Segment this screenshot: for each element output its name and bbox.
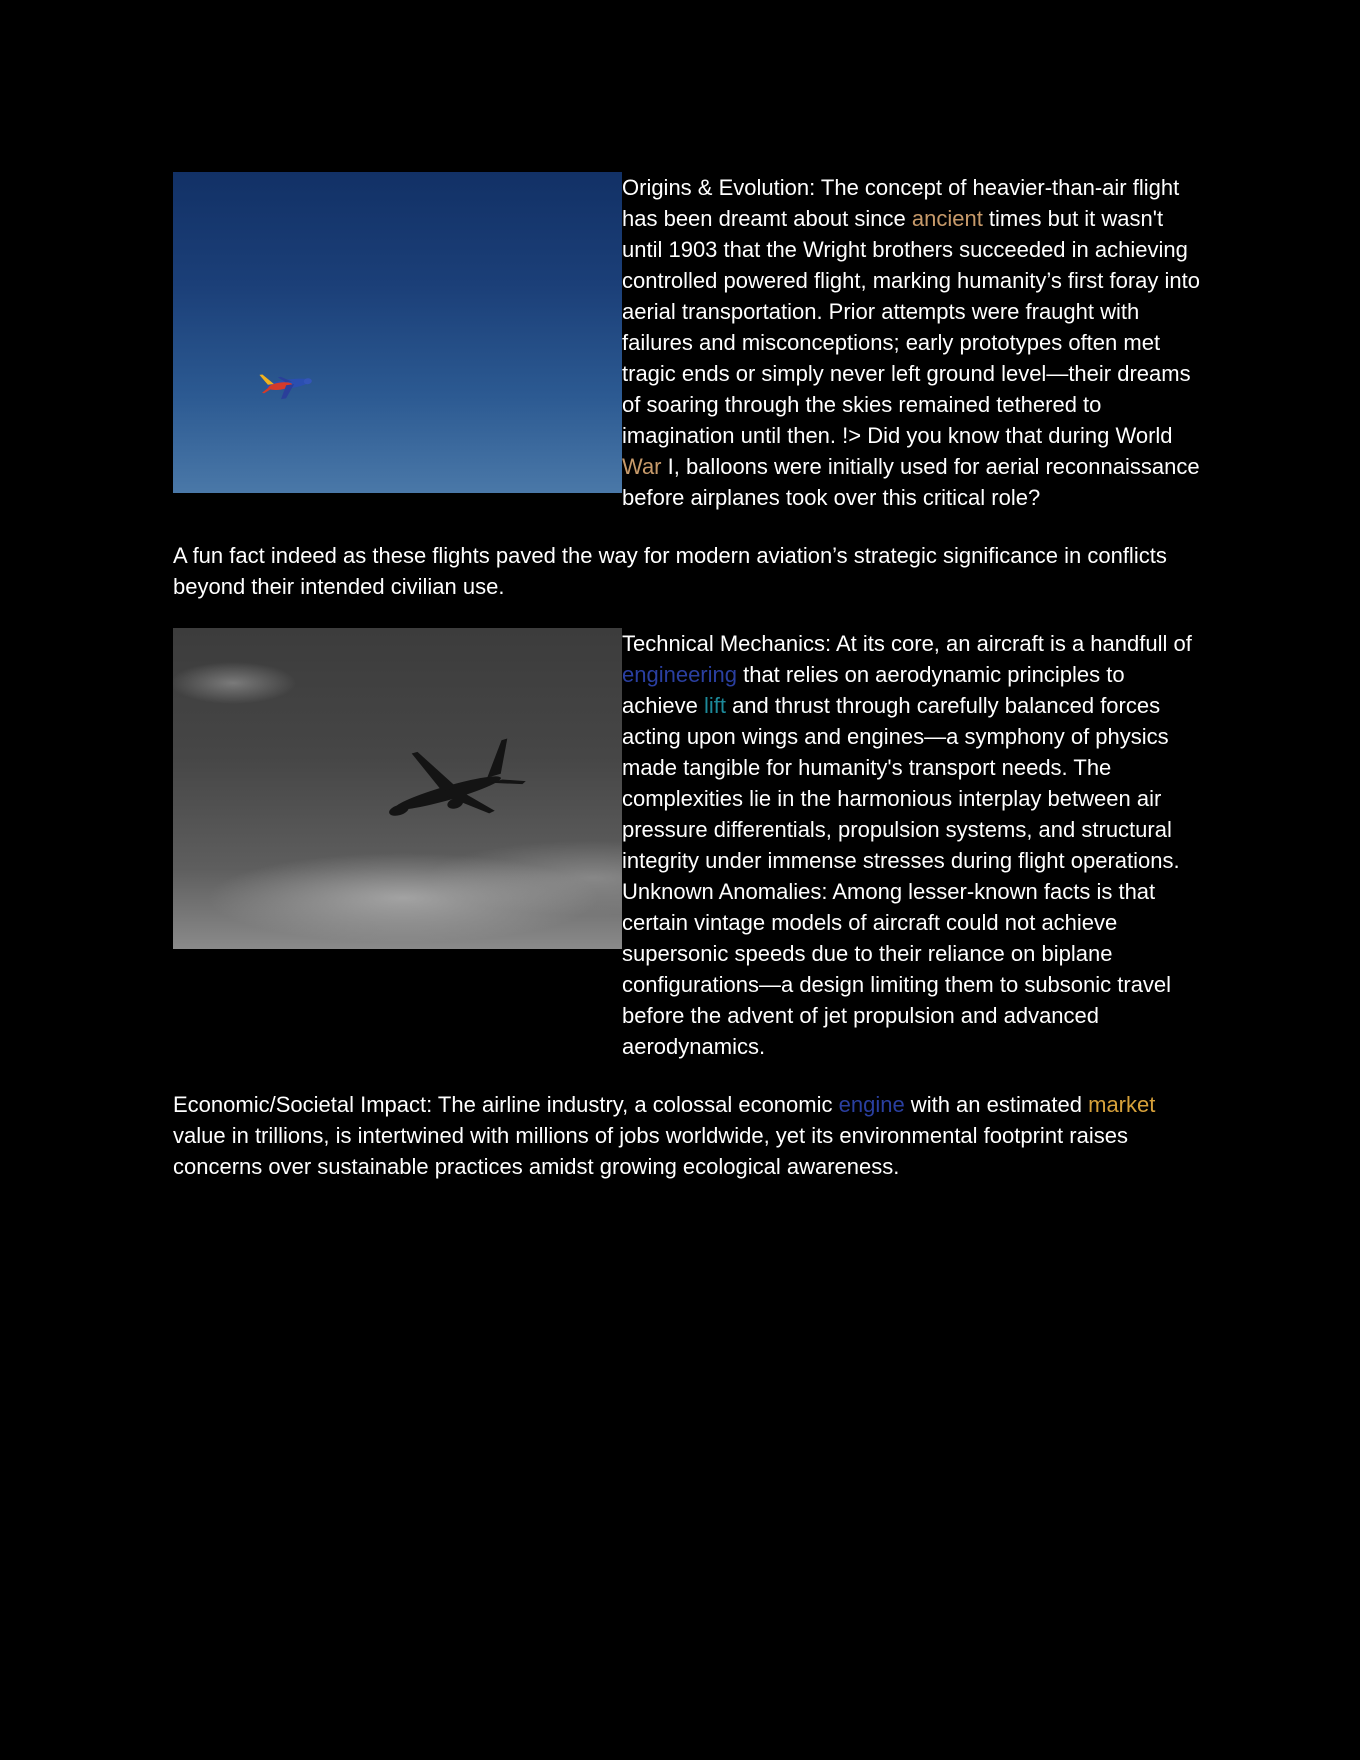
economic-text-part-3: value in trillions, is intertwined with millions of jobs worldwide, yet its environmental footprint raises concerns over sustainable practices amidst growing ecological awareness. (173, 1123, 1128, 1179)
airplane-blue-sky-photo (173, 172, 622, 493)
highlight-ancient: ancient (911, 206, 983, 231)
highlight-market: market (1088, 1092, 1156, 1117)
article (173, 172, 1203, 1182)
highlight-engineering: engineering (622, 662, 737, 687)
fun-fact-paragraph: A fun fact indeed as these flights paved the way for modern aviation’s strategic significance in conflicts beyond their intended civilian use. (173, 543, 1167, 599)
airplane-icon (173, 172, 622, 493)
highlight-war: War (622, 454, 662, 479)
origins-text-part-3: I, balloons were initially used for aerial reconnaissance before airplanes took over this critical role? (622, 454, 1200, 510)
origins-text (622, 172, 1203, 513)
highlight-engine: engine (838, 1092, 905, 1117)
airplane-silhouette-icon (173, 628, 622, 949)
origins-text-part-2: times but it wasn't until 1903 that the Wright brothers succeeded in achieving controlled powered flight, marking humanity’s first foray into aerial transportation. Prior attempts were fraught with failures and misconceptions; early prototypes often met tragic ends or simply never left ground level—their dreams of soaring through the skies remained tethered to imagination until then. !> Did you know that during World (622, 206, 1200, 448)
economic-text-part-2: with an estimated (904, 1092, 1089, 1117)
origins-text-part-1: Origins & Evolution: The concept of heavier-than-air flight has been dreamt about since (622, 175, 1180, 231)
section-origins (173, 172, 1203, 513)
technical-text (622, 628, 1203, 1062)
economic-paragraph (173, 1089, 1203, 1182)
section-technical (173, 628, 1203, 1062)
economic-text-part-1: Economic/Societal Impact: The airline industry, a colossal economic (173, 1092, 839, 1117)
airplane-grey-sky-photo (173, 628, 622, 949)
highlight-lift: lift (703, 693, 726, 718)
technical-text-part-1: Technical Mechanics: At its core, an aircraft is a handfull of (622, 631, 1192, 656)
technical-text-part-3: and thrust through carefully balanced forces acting upon wings and engines—a symphony of physics made tangible for humanity's transport needs. The complexities lie in the harmonious interplay between air pressure differentials, propulsion systems, and structural integrity under immense stresses during flight operations. Unknown Anomalies: Among lesser-known facts is that certain vintage models of aircraft could not achieve supersonic speeds due to their reliance on biplane configurations—a design limiting them to subsonic travel before the advent of jet propulsion and advanced aerodynamics. (622, 693, 1180, 1059)
technical-text-part-2: that relies on aerodynamic principles to achieve (622, 662, 1125, 718)
